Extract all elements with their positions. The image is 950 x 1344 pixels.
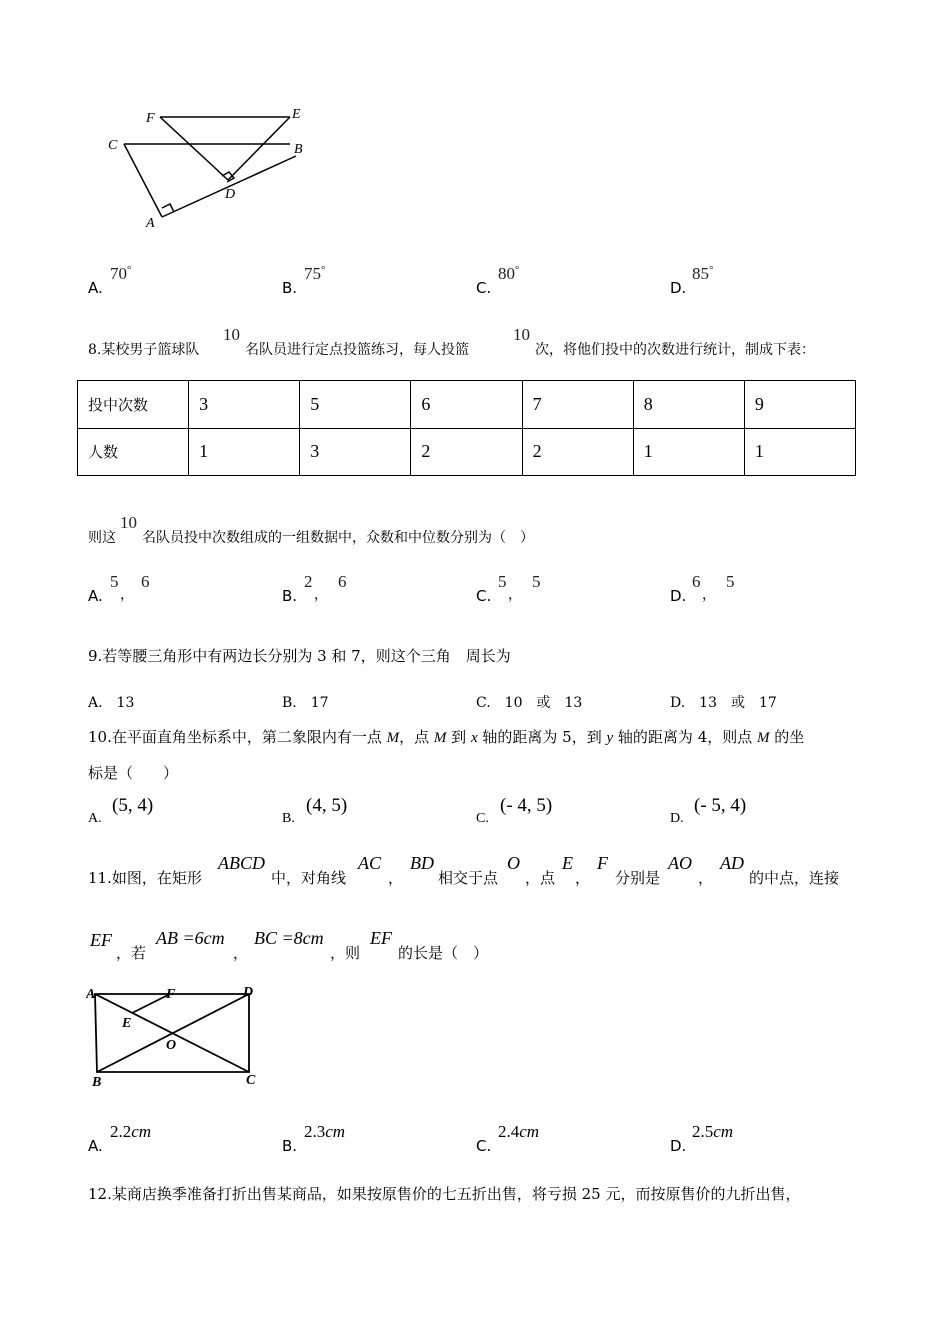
q11-label-C: C: [246, 1073, 256, 1088]
option-value: 2.3cm: [304, 1122, 346, 1141]
q11-text: ，: [233, 944, 249, 962]
q10-text: 10.在平面直角坐标系中，第二象限内有一点: [88, 728, 387, 746]
q11-text: ，则: [330, 944, 361, 962]
q11-label-A: A: [86, 987, 96, 1002]
q8-stem-part2: 名队员进行定点投篮练习，每人投篮: [245, 342, 469, 358]
option-letter: B.: [282, 1137, 298, 1155]
option-letter: D.: [670, 1137, 687, 1155]
q8-stem-part1: 8.某校男子篮球队: [88, 342, 200, 358]
option-value: 80°: [498, 264, 520, 283]
option-value: (- 4, 5): [500, 795, 553, 816]
table-cell: 5: [300, 381, 411, 429]
q11-label-B: B: [92, 1075, 102, 1090]
option-letter: D.: [670, 279, 687, 297]
q10-var-M: M: [757, 730, 770, 746]
option-sep: ，: [508, 587, 522, 603]
table-cell: 1: [744, 428, 855, 476]
option-letter: C.: [476, 279, 492, 297]
q11-text: ，: [575, 869, 591, 887]
option-letter: A.: [88, 811, 102, 826]
q10-text: 轴的距离为 5，到: [477, 728, 607, 746]
option-letter: C.: [476, 1137, 492, 1155]
q11-var-F: F: [597, 853, 608, 873]
option-value: (- 5, 4): [694, 795, 747, 816]
option-sep: ，: [314, 587, 328, 603]
q11-var-AO: AO: [668, 853, 692, 873]
q10-var-y: y: [606, 730, 614, 746]
q10-text: ，点: [399, 728, 434, 746]
option-value: 2.5cm: [692, 1122, 734, 1141]
q11-var-EF: EF: [370, 928, 392, 948]
q11-text: ，点: [525, 869, 556, 887]
option-letter: C.: [476, 811, 489, 826]
option-value-a: 5: [110, 572, 119, 591]
q8-stem-part3: 次，将他们投中的次数进行统计，制成下表：: [535, 342, 815, 358]
q11-var-ABCD: ABCD: [218, 853, 265, 873]
q11-var-AD: AD: [720, 853, 744, 873]
q7-label-D: D: [225, 187, 236, 202]
q11-var-BD: BD: [410, 853, 434, 873]
q11-text: ，若: [116, 944, 147, 962]
option-letter: A.: [88, 1137, 103, 1155]
q11-text: 的中点，连接: [749, 869, 840, 887]
q7-figure: [100, 100, 320, 235]
table-row: [78, 381, 856, 429]
table-header-cell: 人数: [78, 428, 189, 476]
table-cell: 8: [633, 381, 744, 429]
q11-eq-BC: BC =8cm: [254, 928, 324, 948]
q8-question-part1: 则这: [88, 530, 116, 546]
table-row: [78, 428, 856, 476]
option-letter: A.: [88, 587, 103, 605]
option-value-a: 2: [304, 572, 313, 591]
q8-question-num: 10: [120, 513, 137, 532]
table-cell: 2: [411, 428, 522, 476]
q10-text: 的坐: [769, 728, 805, 746]
q11-var-AC: AC: [358, 853, 382, 873]
option-letter: B.: [282, 587, 298, 605]
q12-stem: 12.某商店换季准备打折出售某商品，如果按原售价的七五折出售，将亏损 25 元，而按原售价的九折出售，: [88, 1185, 801, 1203]
option-letter: B.: [282, 811, 295, 826]
option-value-b: 5: [726, 572, 735, 591]
option-value-a: 5: [498, 572, 507, 591]
table-cell: 6: [411, 381, 522, 429]
option-value: (5, 4): [112, 795, 154, 816]
q11-var-O: O: [507, 853, 520, 873]
q9-stem: 9.若等腰三角形中有两边长分别为 3 和 7，则这个三角 周长为: [88, 647, 511, 665]
table-cell: 1: [633, 428, 744, 476]
q10-stem-line1: [88, 726, 804, 747]
option-letter: B.: [282, 279, 298, 297]
q9-option-d[interactable]: D. 13 或 17: [670, 695, 777, 711]
table-cell: 7: [522, 381, 633, 429]
q11-text: ，: [388, 869, 404, 887]
q10-var-M: M: [386, 730, 400, 746]
table-header-cell: 投中次数: [78, 381, 189, 429]
q8-num2: 10: [513, 325, 530, 344]
table-cell: 9: [744, 381, 855, 429]
q11-text: 相交于点: [438, 869, 499, 887]
option-value: 2.4cm: [498, 1122, 540, 1141]
option-letter: D.: [670, 587, 687, 605]
q8-num1: 10: [223, 325, 240, 344]
q11-label-D: D: [243, 985, 254, 1000]
q11-var-E: E: [562, 853, 573, 873]
q8-data-table: [77, 380, 856, 476]
q11-text: ，: [698, 869, 714, 887]
option-value: 75°: [304, 264, 326, 283]
q10-stem-line2: 标是（ ）: [88, 764, 179, 782]
option-value: 2.2cm: [110, 1122, 152, 1141]
table-cell: 1: [189, 428, 300, 476]
option-value: 85°: [692, 264, 714, 283]
q7-label-C: C: [108, 138, 118, 153]
q7-label-A: A: [146, 216, 155, 231]
q11-figure: [86, 982, 266, 1092]
q7-label-B: B: [294, 142, 303, 157]
q11-text: 的长是（ ）: [398, 944, 489, 962]
q10-var-M: M: [433, 730, 447, 746]
q11-label-O: O: [166, 1038, 177, 1053]
q11-stem-line2: [90, 928, 590, 964]
option-letter: A.: [88, 279, 103, 297]
option-value: 70°: [110, 264, 132, 283]
q9-option-a[interactable]: A. 13: [88, 695, 135, 711]
table-cell: 3: [300, 428, 411, 476]
q11-text: 中，对角线: [271, 869, 347, 887]
option-value-b: 5: [532, 572, 541, 591]
option-letter: D.: [670, 811, 684, 826]
q8-stem: [88, 325, 868, 361]
q9-option-b[interactable]: B. 17: [282, 695, 329, 711]
q8-question-part2: 名队员投中次数组成的一组数据中，众数和中位数分别为（ ）: [142, 530, 534, 546]
option-letter: C.: [476, 587, 492, 605]
q7-label-F: F: [146, 111, 155, 126]
option-value-b: 6: [141, 572, 150, 591]
q11-stem-line1: [88, 853, 868, 889]
q7-label-E: E: [292, 107, 301, 122]
q10-var-x: x: [470, 730, 478, 746]
q10-text: 到: [446, 728, 471, 746]
q11-text: 分别是: [615, 869, 661, 887]
q11-label-F: F: [166, 987, 176, 1002]
q10-text: 轴的距离为 4，则点: [613, 728, 758, 746]
q11-text: 11.如图，在矩形: [88, 869, 202, 887]
table-cell: 3: [189, 381, 300, 429]
table-cell: 2: [522, 428, 633, 476]
q11-var-EF: EF: [90, 930, 112, 950]
option-sep: ，: [702, 587, 716, 603]
q8-question: [88, 513, 788, 549]
q9-option-c[interactable]: C. 10 或 13: [476, 695, 583, 711]
option-value: (4, 5): [306, 795, 348, 816]
q11-label-E: E: [122, 1016, 132, 1031]
option-value-a: 6: [692, 572, 701, 591]
option-value-b: 6: [338, 572, 347, 591]
option-sep: ，: [120, 587, 134, 603]
q11-eq-AB: AB =6cm: [156, 928, 225, 948]
